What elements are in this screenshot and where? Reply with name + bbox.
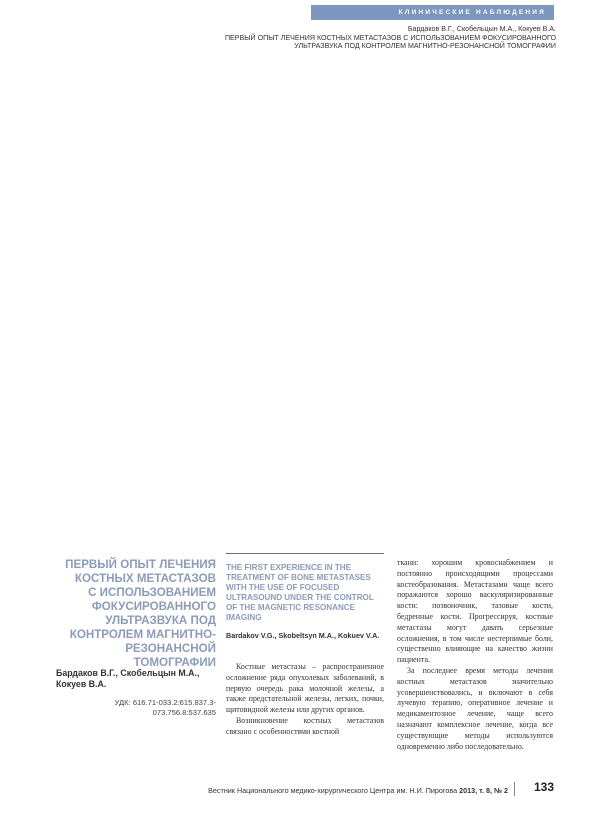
article-title-en xyxy=(226,563,386,623)
udk-line1: УДК: 616.71-033.2:615.837.3- xyxy=(114,698,216,707)
title-ru-line: ТОМОГРАФИИ xyxy=(133,656,216,669)
authors-ru-line2: Кокуев В.А. xyxy=(56,679,107,689)
section-banner xyxy=(311,5,554,20)
title-ru-line: УЛЬТРАЗВУКА ПОД xyxy=(105,614,216,627)
authors-ru-line1: Бардаков В.Г., Скобельцын М.А., xyxy=(56,668,200,678)
title-ru-line: С ИСПОЛЬЗОВАНИЕМ xyxy=(88,586,216,599)
title-ru-line: КОНТРОЛЕМ МАГНИТНО- xyxy=(69,628,216,641)
udk-code xyxy=(56,698,216,718)
body-column-right xyxy=(397,558,553,752)
journal-issue: 2013, т. 8, № 2 xyxy=(459,786,508,795)
title-ru-line: ФОКУСИРОВАННОГО xyxy=(91,600,216,613)
body-paragraph: Костные метастазы – распространенное осложнение ряда опухолевых заболеваний, в первую очередь рака молочной железы, а также предстательной железы, легких, почки, щитовидной железы или других органов. xyxy=(226,662,384,715)
body-paragraph: Возникновение костных метастазов связано с особенностями костной xyxy=(226,715,384,736)
title-en-line: ULTRASOUND UNDER THE CONTROL xyxy=(226,593,374,602)
body-paragraph: За последнее время методы лечения костных метастазов значительно усовершенствовались, и включают в себя лучевую терапию, оперативное лечение и медикаментозное лечение, чаще всего назначают комплексное лечение, когда все существующие методы используются одновременно либо последовательно. xyxy=(397,665,553,751)
authors-en: Bardakov V.G., Skobeltsyn M.A., Kokuev V.A. xyxy=(226,631,380,640)
footer-divider xyxy=(514,782,515,796)
journal-name: Вестник Национального медико-хирургического Центра им. Н.И. Пирогова xyxy=(208,786,458,795)
authors-ru xyxy=(56,668,216,690)
title-en-line: WITH THE USE OF FOCUSED xyxy=(226,583,340,592)
title-ru-line: ПЕРВЫЙ ОПЫТ ЛЕЧЕНИЯ xyxy=(65,558,216,571)
running-header-title-line2: УЛЬТРАЗВУКА ПОД КОНТРОЛЕМ МАГНИТНО-РЕЗОНАНСНОЙ ТОМОГРАФИИ xyxy=(294,42,556,51)
section-label: КЛИНИЧЕСКИЕ НАБЛЮДЕНИЯ xyxy=(398,9,546,16)
title-en-line: TREATMENT OF BONE METASTASES xyxy=(226,573,371,582)
article-title-ru xyxy=(56,558,216,670)
udk-line2: 073.756.8:537.635 xyxy=(152,708,216,717)
body-paragraph: ткани: хорошим кровоснабжением и постоянно происходящими процессами костеобразования. Метастазами чаще всего поражаются хорошо васкуляризированные кости: позвоночник, тазовые кости, бедренные кости. Прогрессируя, костные метастазы могут давать серьезные осложнения, в том числе нестерпимые боли, существенно влияющие на качество жизни пациента. xyxy=(397,558,553,665)
running-header-authors: Бардаков В.Г., Скобельцын М.А., Кокуев В.А. xyxy=(407,25,556,33)
title-en-line: OF THE MAGNETIC RESONANCE IMAGING xyxy=(226,603,356,622)
title-en-line: THE FIRST EXPERIENCE IN THE xyxy=(226,563,352,572)
footer-journal xyxy=(150,786,508,796)
title-ru-line: КОСТНЫХ МЕТАСТАЗОВ xyxy=(74,572,216,585)
running-header-title-line1: ПЕРВЫЙ ОПЫТ ЛЕЧЕНИЯ КОСТНЫХ МЕТАСТАЗОВ С ИСПОЛЬЗОВАНИЕМ ФОКУСИРОВАННОГО xyxy=(224,33,556,42)
title-ru-line: РЕЗОНАНСНОЙ xyxy=(125,642,216,655)
running-header xyxy=(136,25,556,51)
column-divider xyxy=(226,553,384,554)
body-column-left xyxy=(226,662,384,738)
page-number: 133 xyxy=(533,780,554,794)
